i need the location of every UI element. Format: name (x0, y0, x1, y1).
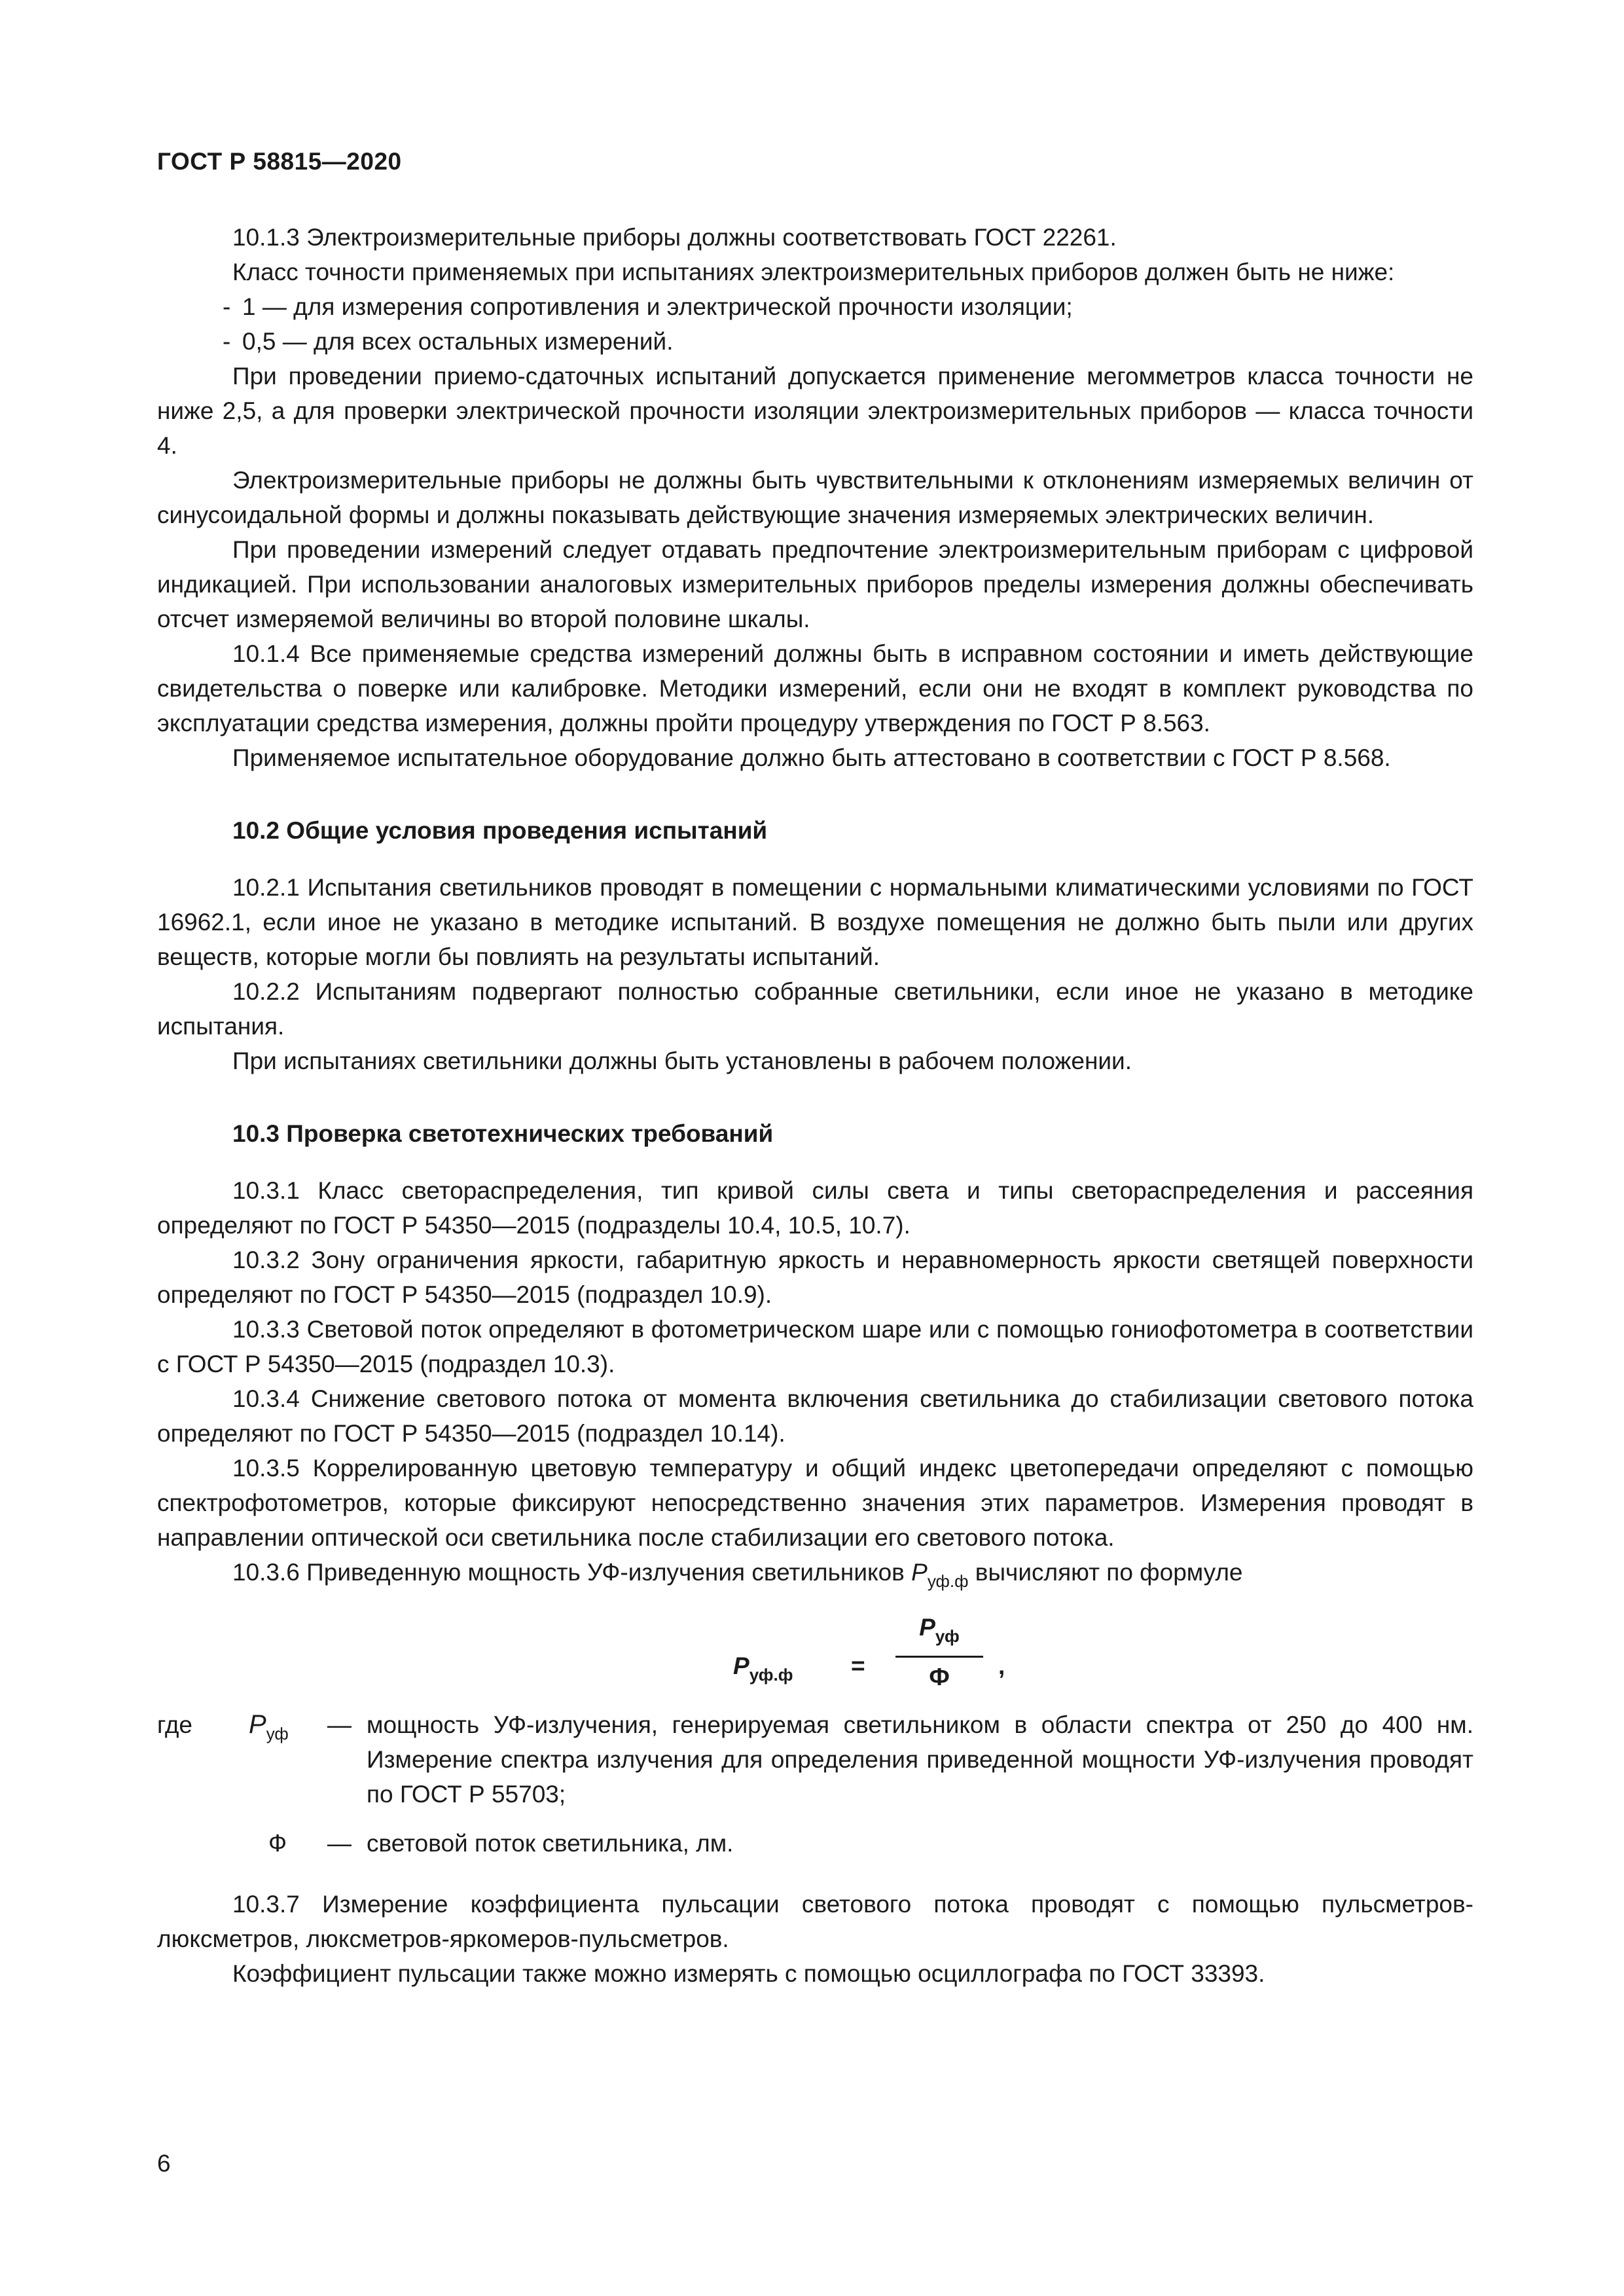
paragraph-10-3-3: 10.3.3 Световой поток определяют в фотометрическом шаре или с помощью гониофотометра в соответствии с ГОСТ Р 54350—2015 (подраздел 10.3). (157, 1316, 1473, 1377)
formula-legend (157, 1707, 1473, 1861)
list-item: - 1 — для измерения сопротивления и электрической прочности изоляции; (223, 293, 1073, 320)
legend-text: мощность УФ-излучения, генерируемая светильником в области спектра от 250 до 400 нм. Измерение спектра излучения для определения приведенной мощности УФ-излучения проводят по ГОСТ Р 55703; (367, 1711, 1473, 1808)
paragraph-10-3-6: 10.3.6 Приведенную мощность УФ-излучения светильников $P_{уф.ф}$ вычисляют по формуле (232, 1559, 1243, 1591)
paragraph-10-3-5: 10.3.5 Коррелированную цветовую температуру и общий индекс цветопередачи определяют с помощью спектрофотометров, которые фиксируют непосредственно значения этих параметров. Измерения проводят в направлении оптической оси светильника после стабилизации его светового потока. (157, 1455, 1473, 1551)
paragraph-accuracy-class: Класс точности применяемых при испытаниях электроизмерительных приборов должен быть не ниже: (232, 259, 1395, 285)
paragraph-10-3-1: 10.3.1 Класс светораспределения, тип кривой силы света и типы светораспределения и рассеяния определяют по ГОСТ Р 54350—2015 (подразделы 10.4, 10.5, 10.7). (157, 1177, 1473, 1239)
document-header: ГОСТ Р 58815—2020 (157, 148, 402, 175)
paragraph-10-1-4: 10.1.4 Все применяемые средства измерений должны быть в исправном состоянии и иметь действующие свидетельства о поверке или калибровке. Методики измерений, если они не входят в комплект руководства по эксплуатации средства измерения, должны пройти процедуру утверждения по ГОСТ Р 8.563. (157, 640, 1473, 737)
formula-numerator: $P_{уф}$ (919, 1614, 960, 1646)
fraction-bar (895, 1656, 983, 1658)
paragraph-10-2-2: 10.2.2 Испытаниям подвергают полностью собранные светильники, если иное не указано в методике испытания. (157, 978, 1473, 1040)
document-body (157, 220, 1473, 1991)
formula-lhs: $P_{уф.ф}$ (733, 1652, 793, 1685)
section-heading-10-2: 10.2 Общие условия проведения испытаний (232, 817, 768, 844)
formula-comma: , (998, 1652, 1005, 1679)
paragraph-sinusoidal: Электроизмерительные приборы не должны быть чувствительными к отклонениям измеряемых величин от синусоидальной формы и должны показывать действующие значения измеряемых электрических величин. (157, 467, 1473, 528)
paragraph-10-3-4: 10.3.4 Снижение светового потока от момента включения светильника до стабилизации светового потока определяют по ГОСТ Р 54350—2015 (подраздел 10.14). (157, 1385, 1473, 1447)
paragraph-oscilloscope: Коэффициент пульсации также можно измерять с помощью осциллографа по ГОСТ 33393. (232, 1960, 1265, 1987)
list-item: - 0,5 — для всех остальных измерений. (223, 328, 674, 355)
paragraph-test-equipment: Применяемое испытательное оборудование должно быть аттестовано в соответствии с ГОСТ Р 8.568. (232, 744, 1391, 771)
formula-equals: = (851, 1652, 865, 1679)
legend-item (157, 1707, 1473, 1812)
legend-dash: — (327, 1711, 352, 1738)
paragraph-working-position: При испытаниях светильники должны быть установлены в рабочем положении. (232, 1048, 1132, 1074)
paragraph-10-3-2: 10.3.2 Зону ограничения яркости, габаритную яркость и неравномерность яркости светящей поверхности определяют по ГОСТ Р 54350—2015 (подраздел 10.9). (157, 1247, 1473, 1308)
formula-uv-power (157, 1611, 1473, 1689)
paragraph-10-2-1: 10.2.1 Испытания светильников проводят в помещении с нормальными климатическими условиями по ГОСТ 16962.1, если иное не указано в методике испытаний. В воздухе помещения не должно быть пыли или других веществ, которые могли бы повлиять на результаты испытаний. (157, 874, 1473, 970)
paragraph-digital-indication: При проведении измерений следует отдавать предпочтение электроизмерительным приборам с цифровой индикацией. При использовании аналоговых измерительных приборов пределы измерения должны обеспечивать отсчет измеряемой величины во второй половине шкалы. (157, 536, 1473, 632)
section-heading-10-3: 10.3 Проверка светотехнических требований (232, 1120, 774, 1147)
list-item-text: 0,5 — для всех остальных измерений. (242, 328, 674, 355)
paragraph-10-1-3: 10.1.3 Электроизмерительные приборы должны соответствовать ГОСТ 22261. (232, 224, 1117, 251)
formula-fraction (890, 1611, 988, 1694)
legend-item (157, 1826, 1473, 1861)
legend-symbol: $P_{уф}$ (249, 1710, 289, 1743)
legend-dash: — (327, 1830, 352, 1857)
formula-denominator: Ф (929, 1664, 950, 1690)
paragraph-megohmmeters: При проведении приемо-сдаточных испытаний допускается применение мегомметров класса точности не ниже 2,5, а для проверки электрической прочности изоляции электроизмерительных приборов — класса точности 4. (157, 363, 1473, 459)
legend-where-label: где (157, 1711, 193, 1738)
legend-symbol: Ф (268, 1830, 287, 1857)
paragraph-10-3-7: 10.3.7 Измерение коэффициента пульсации светового потока проводят с помощью пульсметров-люксметров, люксметров-яркомеров-пульсметров. (157, 1891, 1473, 1952)
page-number: 6 (157, 2150, 171, 2177)
list-item-text: 1 — для измерения сопротивления и электрической прочности изоляции; (242, 293, 1073, 320)
legend-text: световой поток светильника, лм. (367, 1830, 734, 1857)
